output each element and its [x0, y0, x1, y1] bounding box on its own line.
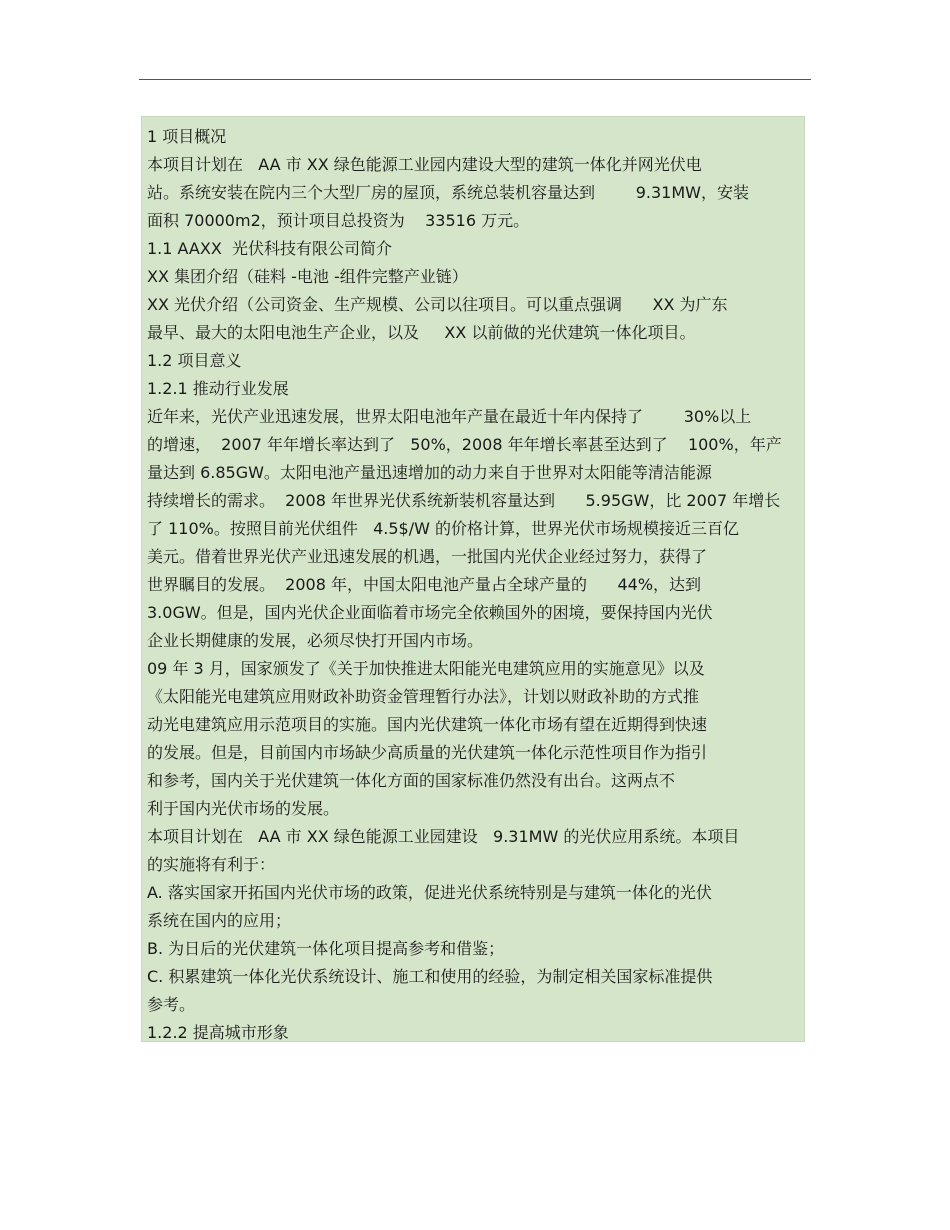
paragraph-line: 了 110%。按照目前光伏组件 4.5$/W 的价格计算，世界光伏市场规模接近三百亿 — [147, 519, 740, 538]
paragraph-line: 的增速， 2007 年年增长率达到了 50%，2008 年年增长率甚至达到了 100%，年产 — [147, 435, 782, 454]
paragraph-line: XX 光伏介绍（公司资金、生产规模、公司以往项目。可以重点强调 XX 为广东 — [147, 295, 728, 314]
section-heading: 1.2 项目意义 — [147, 351, 242, 370]
paragraph-line: 最早、最大的太阳电池生产企业，以及 XX 以前做的光伏建筑一体化项目。 — [147, 323, 696, 342]
list-item: A. 落实国家开拓国内光伏市场的政策，促进光伏系统特别是与建筑一体化的光伏 — [147, 883, 712, 902]
paragraph-line: 近年来，光伏产业迅速发展，世界太阳电池年产量在最近十年内保持了 30%以上 — [147, 407, 752, 426]
paragraph-line: 09 年 3 月，国家颁发了《关于加快推进太阳能光电建筑应用的实施意见》以及 — [147, 659, 705, 678]
paragraph-line: 世界瞩目的发展。 2008 年，中国太阳电池产量占全球产量的 44%，达到 — [147, 575, 702, 594]
paragraph-line: 3.0GW。但是，国内光伏企业面临着市场完全依赖国外的困境，要保持国内光伏 — [147, 603, 713, 622]
paragraph-line: 动光电建筑应用示范项目的实施。国内光伏建筑一体化市场有望在近期得到快速 — [147, 715, 708, 734]
paragraph-line: 量达到 6.85GW。太阳电池产量迅速增加的动力来自于世界对太阳能等清洁能源 — [147, 463, 712, 482]
document-body — [141, 116, 805, 1042]
list-item: 参考。 — [147, 995, 196, 1014]
paragraph-line: 本项目计划在 AA 市 XX 绿色能源工业园建设 9.31MW 的光伏应用系统。本项目 — [147, 827, 740, 846]
list-item: C. 积累建筑一体化光伏系统设计、施工和使用的经验，为制定相关国家标准提供 — [147, 967, 713, 986]
paragraph-line: 的发展。但是，目前国内市场缺少高质量的光伏建筑一体化示范性项目作为指引 — [147, 743, 708, 762]
section-heading: 1.2.2 提高城市形象 — [147, 1023, 289, 1042]
paragraph-line: 持续增长的需求。 2008 年世界光伏系统新装机容量达到 5.95GW，比 2007 年增长 — [147, 491, 781, 510]
list-item: B. 为日后的光伏建筑一体化项目提高参考和借鉴； — [147, 939, 505, 958]
paragraph-line: 站。系统安装在院内三个大型厂房的屋顶，系统总装机容量达到 9.31MW，安装 — [147, 183, 749, 202]
section-heading: 1.1 AAXX 光伏科技有限公司简介 — [147, 239, 392, 258]
paragraph-line: 本项目计划在 AA 市 XX 绿色能源工业园内建设大型的建筑一体化并网光伏电 — [147, 155, 702, 174]
paragraph-line: 和参考，国内关于光伏建筑一体化方面的国家标准仍然没有出台。这两点不 — [147, 771, 676, 790]
paragraph-line: 美元。借着世界光伏产业迅速发展的机遇，一批国内光伏企业经过努力，获得了 — [147, 547, 708, 566]
section-heading: 1 项目概况 — [147, 127, 227, 146]
paragraph-line: XX 集团介绍（硅料 -电池 -组件完整产业链） — [147, 267, 468, 286]
header-rule — [139, 79, 811, 80]
paragraph-line: 面积 70000m2，预计项目总投资为 33516 万元。 — [147, 211, 530, 230]
paragraph-line: 《太阳能光电建筑应用财政补助资金管理暂行办法》，计划以财政补助的方式推 — [147, 687, 700, 706]
paragraph-line: 的实施将有利于： — [147, 855, 276, 874]
section-heading: 1.2.1 推动行业发展 — [147, 379, 289, 398]
list-item: 系统在国内的应用； — [147, 911, 292, 930]
paragraph-line: 利于国内光伏市场的发展。 — [147, 799, 340, 818]
paragraph-line: 企业长期健康的发展，必须尽快打开国内市场。 — [147, 631, 484, 650]
